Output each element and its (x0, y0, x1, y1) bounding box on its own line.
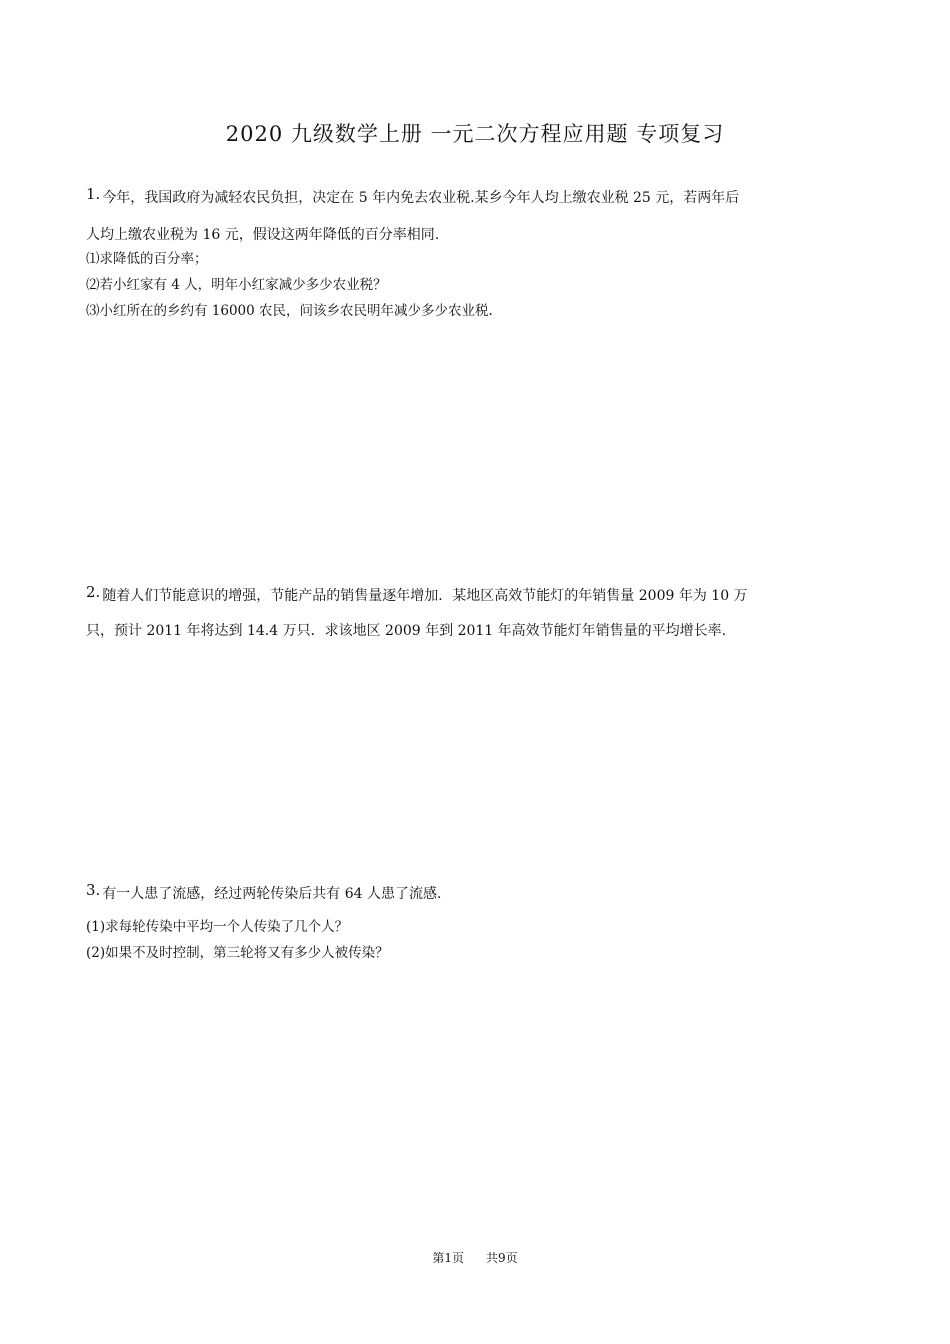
problem-1-sub-3: ⑶小红所在的乡约有 16000 农民，问该乡农民明年减少多少农业税. (86, 303, 493, 319)
problem-3-line-1: 3. 有一人患了流感，经过两轮传染后共有 64 人患了流感. (86, 881, 442, 902)
problem-3-number: 3. (86, 881, 101, 899)
problem-1-number: 1. (86, 185, 101, 203)
problem-1-sub-1: ⑴求降低的百分率； (86, 251, 208, 267)
problem-1 (86, 182, 866, 324)
problem-2-line-1: 2. 随着人们节能意识的增强，节能产品的销售量逐年增加．某地区高效节能灯的年销售量 2009 年为 10 万 (86, 583, 748, 604)
page-footer (0, 1249, 950, 1266)
problem-1-line-1: 1. 今年，我国政府为减轻农民负担，决定在 5 年内免去农业税.某乡今年人均上缴农业税 25 元，若两年后 (86, 185, 740, 206)
problem-2-number: 2. (86, 583, 101, 601)
document-title: 2020 九级数学上册 一元二次方程应用题 专项复习 (225, 122, 725, 146)
total-pages-label: 共9页 (486, 1251, 518, 1265)
problem-2 (86, 580, 866, 642)
problem-3 (86, 878, 866, 966)
problem-1-line-2: 人均上缴农业税为 16 元，假设这两年降低的百分率相同. (86, 227, 440, 243)
problem-3-sub-2: (2)如果不及时控制，第三轮将又有多少人被传染？ (86, 945, 389, 961)
current-page-label: 第1页 (432, 1251, 464, 1265)
problem-3-sub-1: (1)求每轮传染中平均一个人传染了几个人？ (86, 919, 349, 935)
problem-2-line-2: 只，预计 2011 年将达到 14.4 万只．求该地区 2009 年到 2011 年高效节能灯年销售量的平均增长率. (86, 623, 727, 639)
problem-1-sub-2: ⑵若小红家有 4 人，明年小红家减少多少农业税？ (86, 277, 387, 293)
